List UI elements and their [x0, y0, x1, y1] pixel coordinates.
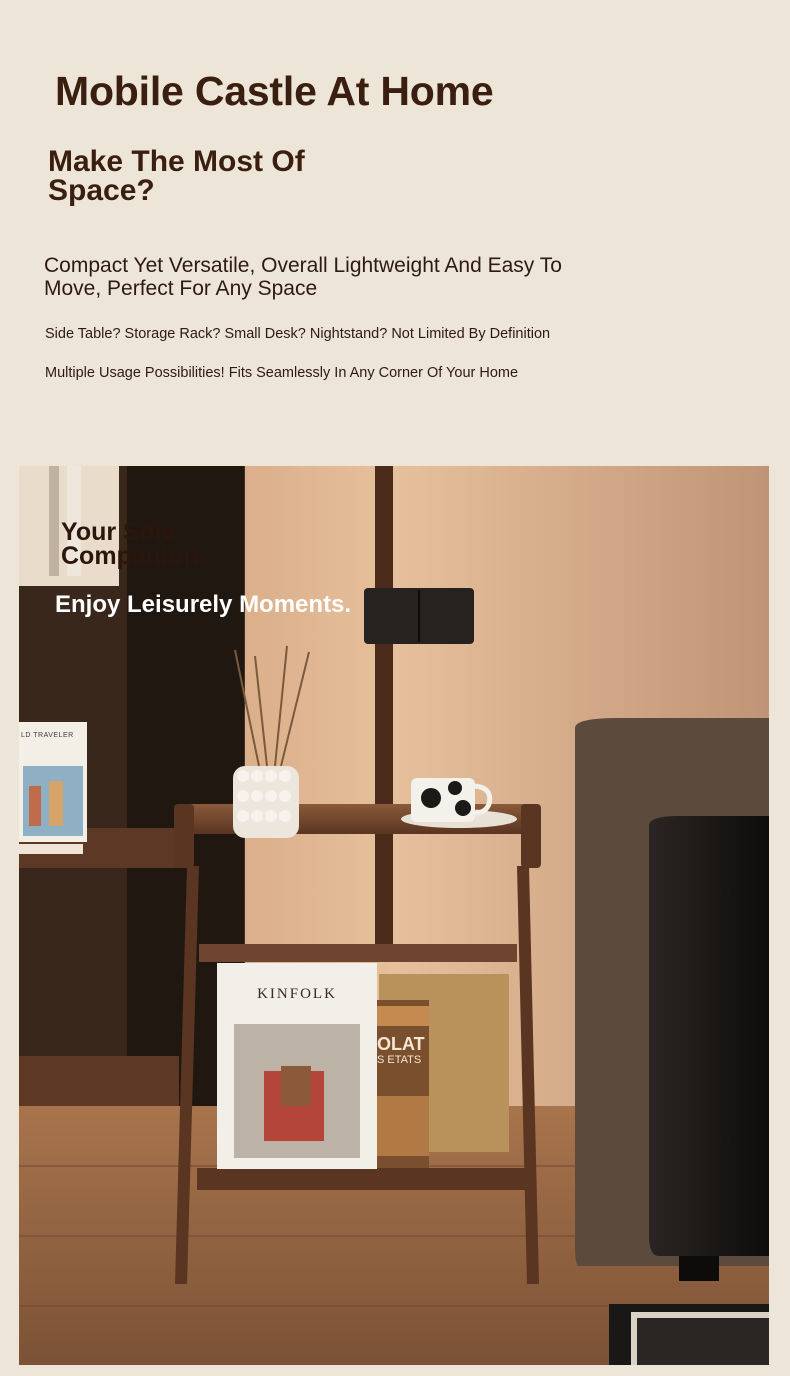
intro-section [0, 0, 790, 466]
description: Compact Yet Versatile, Overall Lightweight And Easy To Move, Perfect For Any Space [44, 254, 562, 300]
photo-overlay-tagline: Enjoy Leisurely Moments. [55, 591, 352, 618]
corner-line: Multiple Usage Possibilities! Fits Seamlessly In Any Corner Of Your Home [45, 365, 519, 381]
magazine-second-subtitle: S ETATS [377, 1054, 422, 1066]
subheadline: Make The Most Of Space? [48, 145, 305, 207]
headline: Mobile Castle At Home [55, 68, 494, 114]
magazine-cover-title: KINFOLK [257, 986, 337, 1002]
usage-line: Side Table? Storage Rack? Small Desk? Nightstand? Not Limited By Definition [45, 326, 551, 342]
magazine-second-title: OLAT [377, 1034, 425, 1054]
calendar-title: LD TRAVELER [21, 732, 74, 739]
product-photo [19, 466, 769, 1365]
photo-overlay-title: Your Sole Companion. [61, 518, 206, 570]
